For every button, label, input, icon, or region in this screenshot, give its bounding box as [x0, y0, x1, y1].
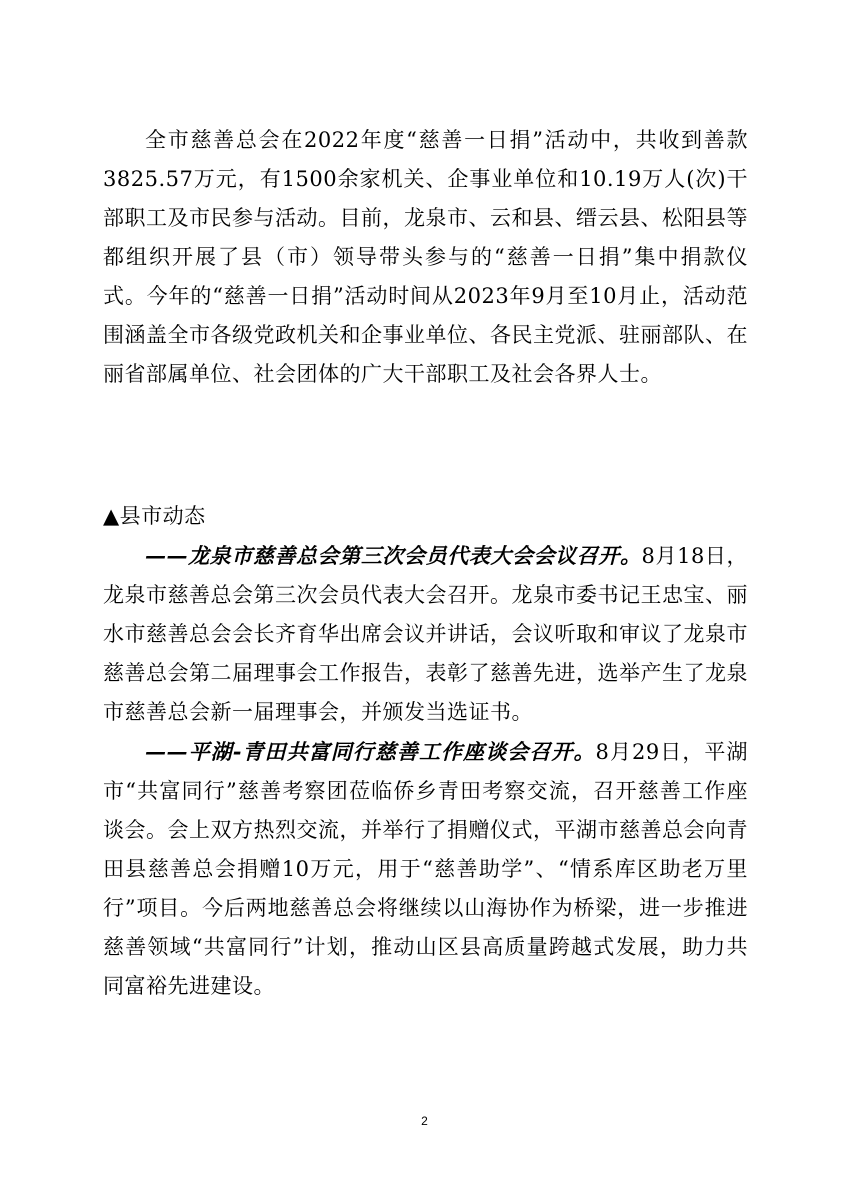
- news-item-body: 8月18日，龙泉市慈善总会第三次会员代表大会召开。龙泉市委书记王忠宝、丽水市慈善总会会长齐育华出席会议并讲话，会议听取和审议了龙泉市慈善总会第二届理事会工作报告，表彰了慈善先进，选举产生了龙泉市慈善总会新一届理事会，并颁发当选证书。: [103, 544, 748, 724]
- intro-section: [103, 121, 748, 394]
- news-item-lead: ——平湖-青田共富同行慈善工作座谈会召开。: [145, 739, 596, 764]
- section-heading: ▲县市动态: [103, 504, 206, 528]
- intro-paragraph: 全市慈善总会在2022年度“慈善一日捐”活动中，共收到善款3825.57万元，有1500余家机关、企事业单位和10.19万人(次)干部职工及市民参与活动。目前，龙泉市、云和县、缙云县、松阳县等都组织开展了县（市）领导带头参与的“慈善一日捐”集中捐款仪式。今年的“慈善一日捐”活动时间从2023年9月至10月止，活动范围涵盖全市各级党政机关和企事业单位、各民主党派、驻丽部队、在丽省部属单位、社会团体的广大干部职工及社会各界人士。: [103, 128, 748, 386]
- news-item: [103, 732, 748, 1006]
- page-number: 2: [421, 1114, 428, 1128]
- news-item: [103, 536, 748, 732]
- news-item-lead: ——龙泉市慈善总会第三次会员代表大会会议召开。: [145, 543, 642, 568]
- news-list: [103, 536, 748, 1006]
- news-item-body: 8月29日，平湖市“共富同行”慈善考察团莅临侨乡青田考察交流，召开慈善工作座谈会。会上双方热烈交流，并举行了捐赠仪式，平湖市慈善总会向青田县慈善总会捐赠10万元，用于“慈善助学”、“情系库区助老万里行”项目。今后两地慈善总会将继续以山海协作为桥梁，进一步推进慈善领域“共富同行”计划，推动山区县高质量跨越式发展，助力共同富裕先进建设。: [103, 740, 748, 998]
